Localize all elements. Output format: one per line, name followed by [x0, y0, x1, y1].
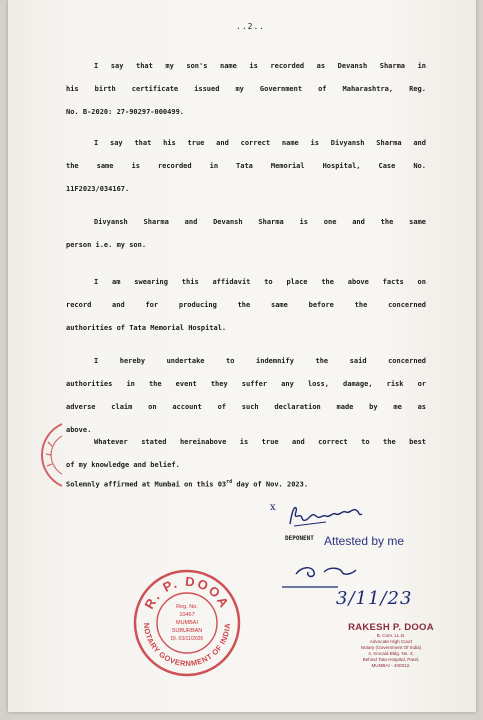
notary-name: RAKESH P. DOOA — [348, 622, 434, 633]
paragraph-indemnify — [66, 350, 426, 442]
paragraph-line: authorities in the event they suffer any loss, damage, risk or — [66, 380, 426, 388]
notary-detail-line: 4, Kincaid Bldg. No. 3, — [368, 651, 414, 656]
deponent-mark: x — [270, 502, 276, 513]
page-number: ..2.. — [236, 22, 266, 31]
affirmation-prefix: Solemnly affirmed at Mumbai on this 03 — [66, 480, 227, 489]
stamp-bottom-text: NOTARY GOVERNMENT OF INDIA — [141, 622, 233, 669]
paragraph-line: the same is recorded in Tata Memorial Hospital, Case No. — [66, 162, 426, 170]
stamp-inner-line: 10467 — [179, 612, 195, 618]
paragraph-line: 11F2023/034167. — [66, 185, 130, 193]
affirmation-suffix: day of Nov. 2023. — [232, 480, 309, 489]
stamp-top-text: R. P. DOOA — [141, 573, 233, 612]
notary-detail-line: Behind Tata Hospital, Parel, — [362, 657, 420, 662]
notary-address-stamp — [326, 622, 456, 669]
notary-signature-icon — [290, 560, 370, 582]
handwritten-date: 3/11/23 — [336, 588, 413, 609]
notary-detail-line: B. Com. LL.B. — [376, 633, 406, 638]
paragraph-line: person i.e. my son. — [66, 241, 147, 249]
margin-stamp-seal — [38, 420, 64, 490]
paragraph-line: Divyansh Sharma and Devansh Sharma is one and the same — [94, 218, 426, 226]
notary-detail-line: Advocate High Court — [369, 639, 413, 644]
paragraph-birth-certificate — [66, 55, 426, 124]
attested-text: Attested by me — [324, 534, 405, 548]
paragraph-line: I say that his true and correct name is Divyansh Sharma and — [94, 139, 426, 147]
stamp-inner-line: Dt. 03/11/2026 — [170, 636, 204, 642]
paragraph-same-person — [66, 211, 426, 257]
paragraph-line: I am swearing this affidavit to place the above facts on — [94, 278, 426, 286]
paragraph-line: above. — [66, 426, 92, 434]
paragraph-line: No. B-2020: 27-90297-000499. — [66, 108, 185, 116]
paragraph-line: Whatever stated hereinabove is true and correct to the best — [94, 438, 426, 446]
affirmation-ordinal: rd — [226, 479, 233, 485]
paragraph-line: his birth certificate issued my Government of Maharashtra, Reg. — [66, 85, 426, 93]
notary-stamp-seal — [132, 568, 242, 678]
deponent-label: DEPONENT — [285, 535, 314, 542]
paragraph-line: of my knowledge and belief. — [66, 461, 180, 469]
paragraph-line: record and for producing the same before the concerned — [66, 301, 426, 309]
paragraph-line: I say that my son's name is recorded as Devansh Sharma in — [94, 62, 426, 70]
affidavit-page — [8, 0, 476, 712]
stamp-inner-line: MUMBAI — [176, 620, 198, 626]
paragraph-line: I hereby undertake to indemnify the said concerned — [94, 357, 426, 365]
paragraph-true-name — [66, 132, 426, 201]
paragraph-true-correct — [66, 431, 426, 477]
stamp-inner-line: SUBURBAN — [171, 628, 203, 634]
affirmation-line — [66, 479, 308, 488]
stamp-inner-line: Reg. No. — [176, 604, 198, 610]
paragraph-swearing — [66, 271, 426, 340]
notary-detail-line: Notary (Government Of India) — [360, 645, 422, 650]
signature-underline — [280, 584, 340, 590]
deponent-signature-icon — [286, 502, 366, 530]
paragraph-line: adverse claim on account of such declaration made by me as — [66, 403, 426, 411]
paragraph-line: authorities of Tata Memorial Hospital. — [66, 324, 227, 332]
notary-detail-line: MUMBAI - 400012. — [371, 663, 411, 668]
